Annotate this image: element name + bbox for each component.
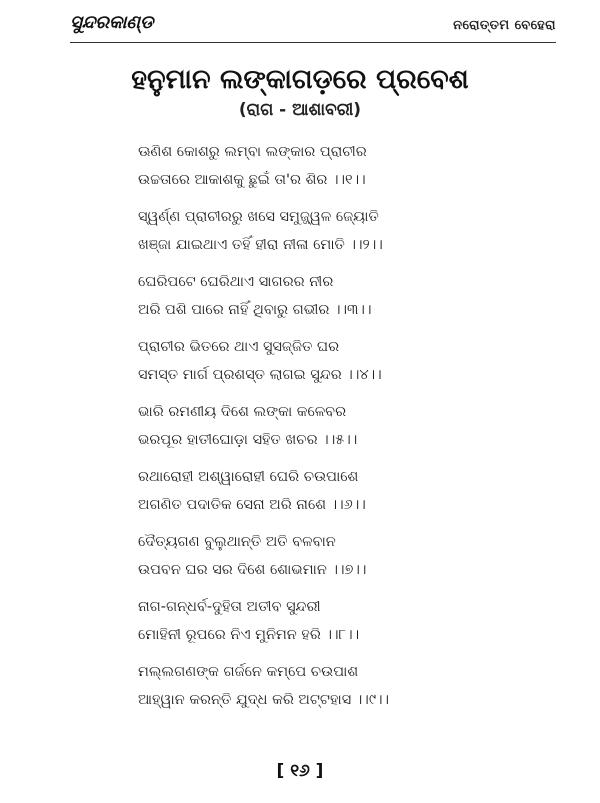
verse-line: ଭାରି ରମଣୀୟ ଦିଶେ ଲଙ୍କା କଳେବର (138, 404, 347, 420)
verse-6 (138, 463, 558, 528)
page-title: ହନୁମାନ ଲଙ୍କାଗଡ଼ରେ ପ୍ରବେଶ (131, 64, 469, 95)
verse-line: ସ୍ୱର୍ଣ୍ଣ ପ୍ରାଚୀରରୁ ଖସେ ସମୁଜ୍ଜ୍ୱଳ ଜ୍ୟୋତି (138, 209, 379, 225)
verse-line: ଆହ୍ୱାନ କରନ୍ତି ଯୁଦ୍ଧ କରି ଅଟ୍ଟହାସ ।।୯।। (138, 692, 390, 708)
verse-8 (138, 593, 558, 658)
verse-line: ମୋହିନୀ ରୂପରେ ନିଏ ମୁନିମନ ହରି ।।୮।। (138, 627, 360, 643)
verse-3 (138, 268, 558, 333)
author-name: ନରୋତ୍ତମ ବେହେରା (453, 18, 556, 33)
book-logo: ସୁନ୍ଦରକାଣ୍ଡ (70, 12, 154, 33)
verse-line: ଉଚ୍ଚତାରେ ଆକାଶକୁ ଛୁଇଁ ତା'ର ଶିର ।।୧।। (138, 172, 366, 188)
verse-list (138, 138, 558, 723)
verse-2 (138, 203, 558, 268)
page-number: [ ୧୬ ] (276, 761, 324, 781)
raga-subtitle: (ରାଗ - ଆଶାବରୀ) (238, 100, 362, 120)
verse-line: ପ୍ରାଚୀର ଭିତରେ ଥାଏ ସୁସଜ୍ଜିତ ଘର (138, 339, 340, 355)
verse-5 (138, 398, 558, 463)
verse-line: ଊଣିଶ କୋଶରୁ ଲମ୍ବା ଲଙ୍କାର ପ୍ରାଚୀର (138, 144, 367, 160)
verse-line: ଅଗଣିତ ପଦାତିକ ସେନା ଅରି ନାଶେ ।।୬।। (138, 497, 366, 513)
page-header (70, 12, 556, 43)
verse-line: ଅରି ପଶି ପାରେ ନାହିଁ ଥିବାରୁ ଗଭୀର ।।୩।। (138, 302, 372, 318)
verse-line: ରଥାରୋହୀ ଅଶ୍ୱାରୋହୀ ଘେରି ଚଉପାଶେ (138, 469, 359, 485)
verse-line: ଉପବନ ଘର ସର ଦିଶେ ଶୋଭମାନ ।।୭।। (138, 562, 367, 578)
verse-4 (138, 333, 558, 398)
verse-7 (138, 528, 558, 593)
verse-line: ଭରପୂର ହାତୀଘୋଡ଼ା ସହିତ ଖଚର ।।୫।। (138, 432, 358, 448)
verse-line: ନାଗ-ଗନ୍ଧର୍ବ-ଦୁହିତା ଅତୀବ ସୁନ୍ଦରୀ (138, 599, 321, 615)
verse-9 (138, 658, 558, 723)
verse-1 (138, 138, 558, 203)
verse-line: ମଲ୍ଲଗଣଙ୍କ ଗର୍ଜନେ କମ୍ପେ ଚଉପାଶ (138, 664, 359, 680)
verse-line: ଦୈତ୍ୟଗଣ ବୁଲୁଥାନ୍ତି ଅତି ବଳବାନ (138, 534, 336, 550)
verse-line: ଘେରିପଟେ ଘେରିଥାଏ ସାଗରର ନୀର (138, 274, 334, 290)
verse-line: ସମସ୍ତ ମାର୍ଗ ପ୍ରଶସ୍ତ ଲାଗଇ ସୁନ୍ଦର ।।୪।। (138, 367, 382, 383)
verse-line: ଖଞ୍ଜା ଯାଇଥାଏ ତହିଁ ହୀରା ନୀଳା ମୋତି ।।୨।। (138, 237, 383, 253)
